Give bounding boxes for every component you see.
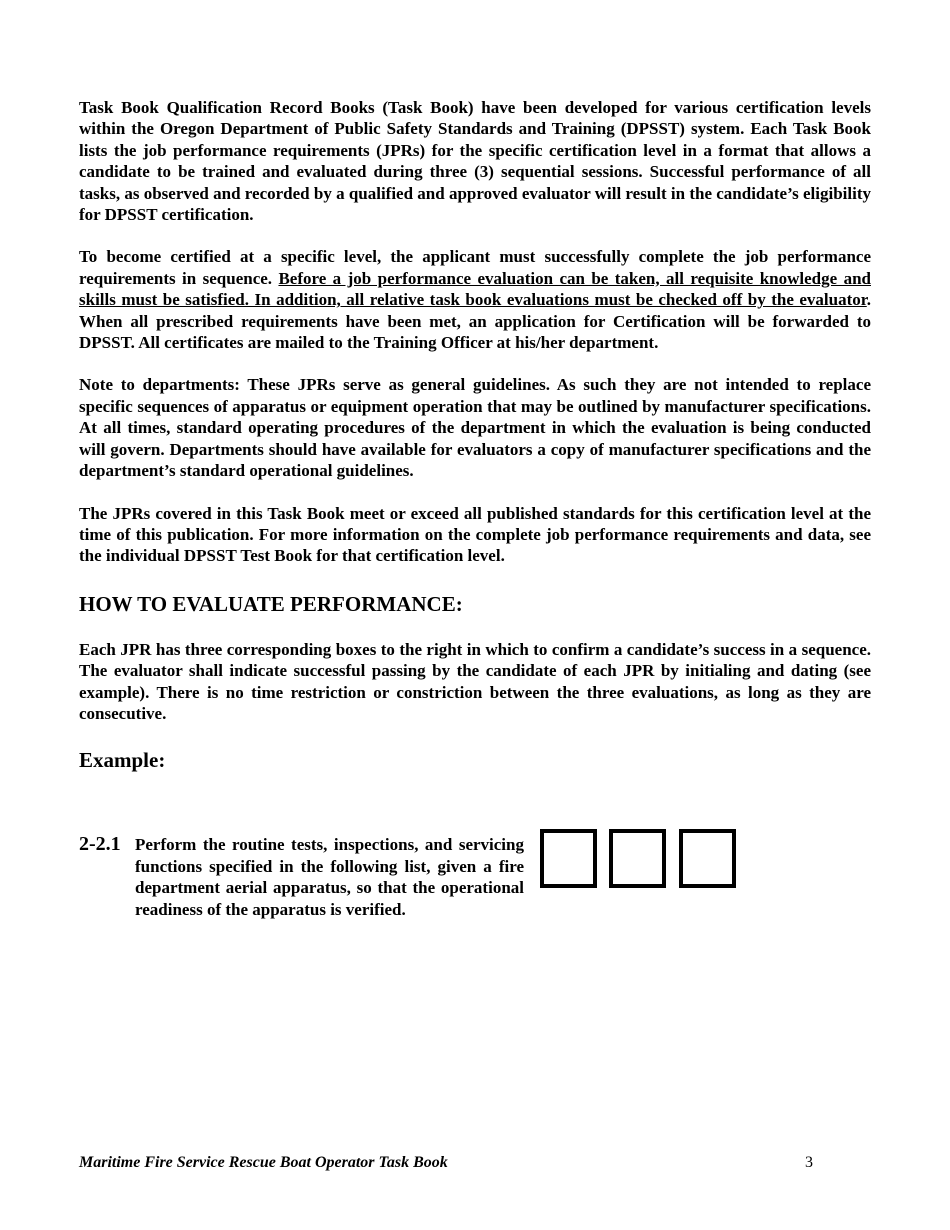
standards-paragraph: The JPRs covered in this Task Book meet or exceed all published standards for this certification level at the time of this publication. For more information on the complete job performance requirements and data, see the individual DPSST Test Book for that certification level. (79, 503, 871, 566)
intro-paragraph-2 (79, 246, 871, 353)
evaluation-box-3[interactable] (679, 829, 736, 888)
jpr-number: 2-2.1 (79, 833, 121, 855)
evaluation-box-2[interactable] (609, 829, 666, 888)
intro-paragraph-2-end: . When all prescribed requirements have been met, an application for Certification will be forwarded to DPSST. All certificates are mailed to the Training Officer at his/her department. (79, 290, 871, 353)
example-heading: Example: (79, 748, 166, 773)
page-body (79, 97, 871, 772)
evaluation-box-1[interactable] (540, 829, 597, 888)
departments-note: Note to departments: These JPRs serve as general guidelines. As such they are not intended to replace specific sequences of apparatus or equipment operation that may be outlined by manufacturer specifications. At all times, standard operating procedures of the department in which the evaluation is being conducted will govern. Departments should have available for evaluators a copy of manufacturer specifications and the department’s standard operational guidelines. (79, 375, 871, 481)
evaluate-heading: HOW TO EVALUATE PERFORMANCE: (79, 591, 463, 616)
footer-title: Maritime Fire Service Rescue Boat Operator Task Book (79, 1154, 448, 1171)
requirement-underlined-text: Before a job performance evaluation can be taken, all requisite knowledge and skills must be satisfied. In addition, all relative task book evaluations must be checked off by the evaluator (79, 268, 871, 310)
intro-paragraph-2-start: To become certified at a specific level, the applicant must successfully complete the job performance requirements in sequence. (79, 247, 871, 288)
evaluate-paragraph: Each JPR has three corresponding boxes to the right in which to confirm a candidate’s success in a sequence. The evaluator shall indicate successful passing by the candidate of each JPR by initialing and dating (see example). There is no time restriction or constriction between the three evaluations, as long as they are consecutive. (79, 639, 871, 723)
intro-paragraph-1: Task Book Qualification Record Books (Task Book) have been developed for various certification levels within the Oregon Department of Public Safety Standards and Training (DPSST) system. Each Task Book lists the job performance requirements (JPRs) for the specific certification level in a format that allows a candidate to be trained and evaluated during three (3) sequential sessions. Successful performance of all tasks, as observed and recorded by a qualified and approved evaluator will result in the candidate’s eligibility for DPSST certification. (79, 98, 871, 225)
jpr-description: Perform the routine tests, inspections, and servicing functions specified in the following list, given a fire department aerial apparatus, so that the operational readiness of the apparatus is verified. (135, 835, 524, 919)
page-number: 3 (805, 1154, 813, 1171)
